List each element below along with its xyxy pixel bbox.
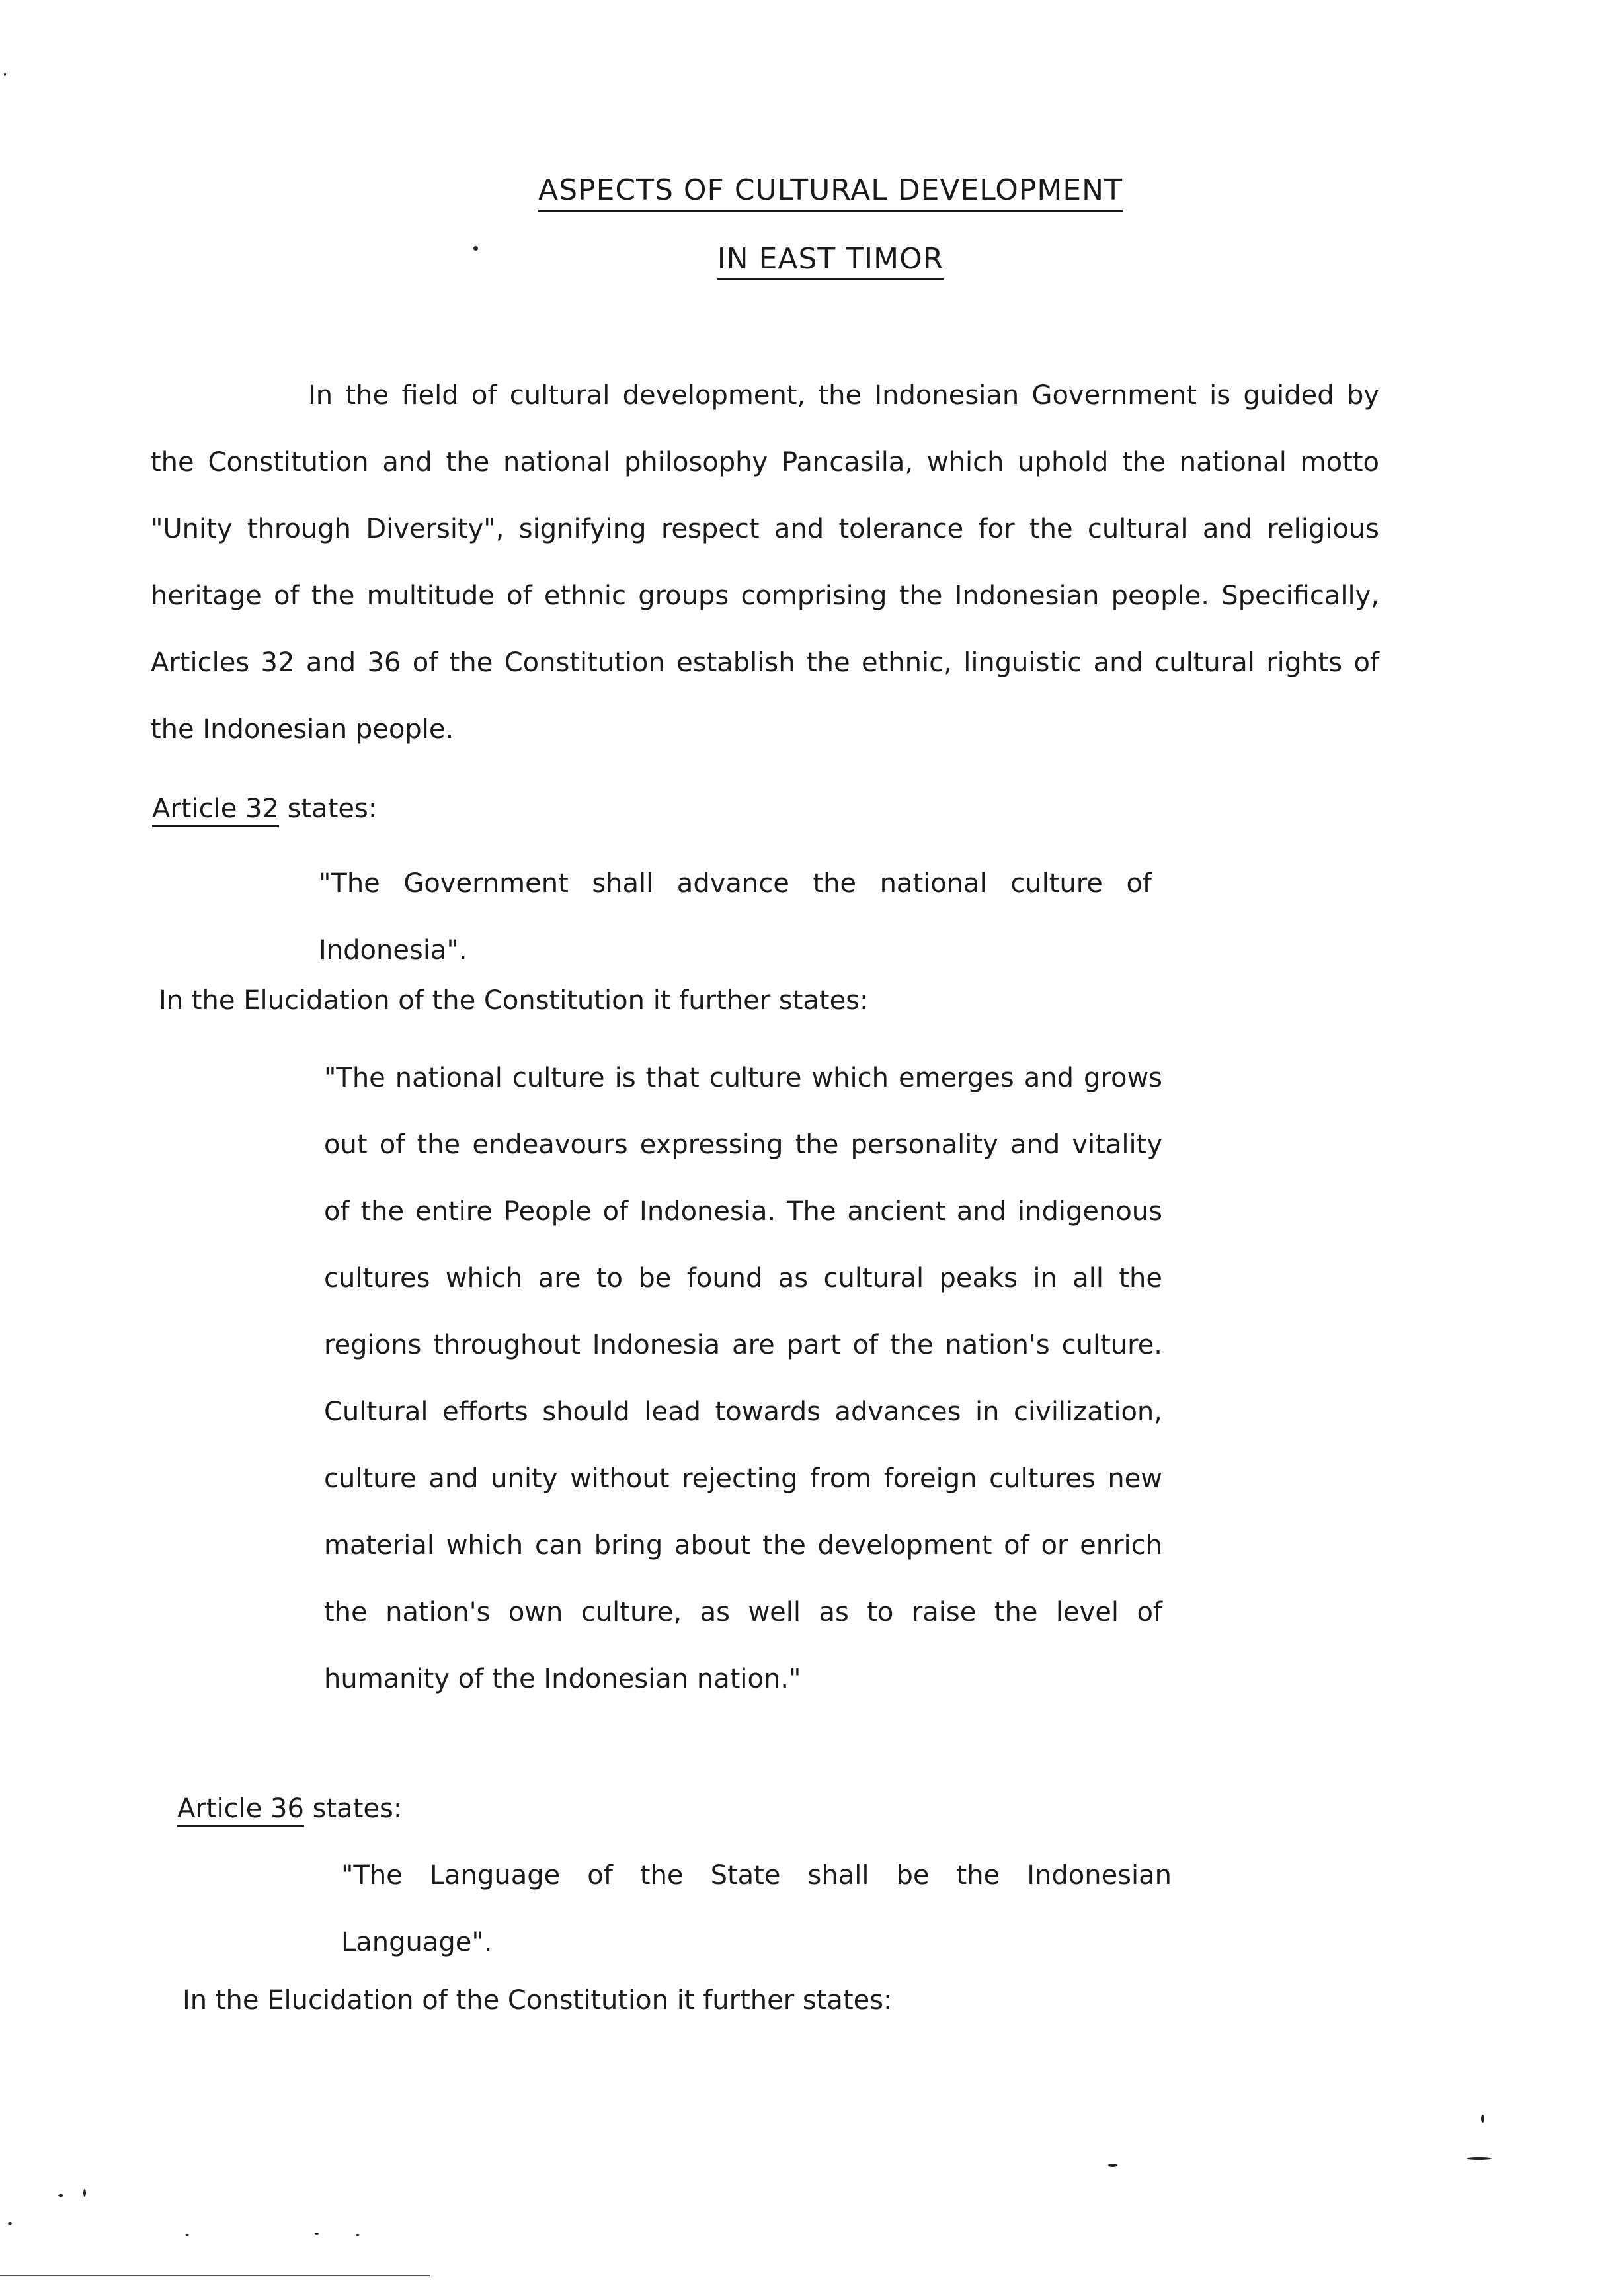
elucidation-quote-1: "The national culture is that culture which emerges and grows out of the endeavours expressing the personality and vitality of the entire People of Indonesia. The ancient and indigenous cultures which are to be found as cultural peaks in all the regions throughout Indonesia are part of the nation's culture. Cultural efforts should lead towards advances in civilization, culture and unity without rejecting from foreign cultures new material which can bring about the development of or enrich the nation's own culture, as well as to raise the level of humanity of the Indonesian nation." xyxy=(324,1063,1162,1694)
article-32-suffix: states: xyxy=(278,794,378,824)
scan-speck xyxy=(315,2233,319,2234)
scan-speck xyxy=(1481,2115,1484,2123)
elucidation-lead-2: In the Elucidation of the Constitution it further states: xyxy=(182,1985,893,2016)
scan-speck xyxy=(1108,2164,1117,2167)
scan-speck xyxy=(8,2222,12,2225)
scan-speck xyxy=(473,246,478,251)
scan-speck xyxy=(83,2189,86,2197)
article-36-label: Article 36 xyxy=(177,1793,304,1827)
article-36-suffix: states: xyxy=(303,1793,403,1824)
article-32-heading xyxy=(152,794,377,824)
scan-speck xyxy=(185,2234,189,2236)
title-text-2: IN EAST TIMOR xyxy=(717,242,944,280)
article-36-quote: "The Language of the State shall be the Indonesian Language". xyxy=(341,1860,1172,1957)
article-36-heading xyxy=(177,1793,402,1824)
document-title-line-1 xyxy=(26,173,1608,207)
scan-speck xyxy=(58,2194,63,2197)
elucidation-lead-1: In the Elucidation of the Constitution it further states: xyxy=(159,985,869,1016)
document-title-line-2 xyxy=(26,242,1608,276)
scan-speck xyxy=(356,2234,360,2236)
title-text-1: ASPECTS OF CULTURAL DEVELOPMENT xyxy=(538,173,1123,212)
scan-edge-line xyxy=(0,2275,430,2276)
intro-paragraph: In the field of cultural development, the Indonesian Government is guided by the Constitution and the national philosophy Pancasila, which uphold the national motto "Unity through Diversity", signifying respect and tolerance for the cultural and religious heritage of the multitude of ethnic groups comprising the Indonesian people. Specifically, Articles 32 and 36 of the Constitution establish the ethnic, linguistic and cultural rights of the Indonesian people. xyxy=(151,380,1379,745)
scan-speck xyxy=(4,73,6,76)
article-32-quote: "The Government shall advance the national culture of Indonesia". xyxy=(319,868,1152,965)
scan-speck xyxy=(1467,2157,1492,2160)
article-32-label: Article 32 xyxy=(152,794,279,827)
